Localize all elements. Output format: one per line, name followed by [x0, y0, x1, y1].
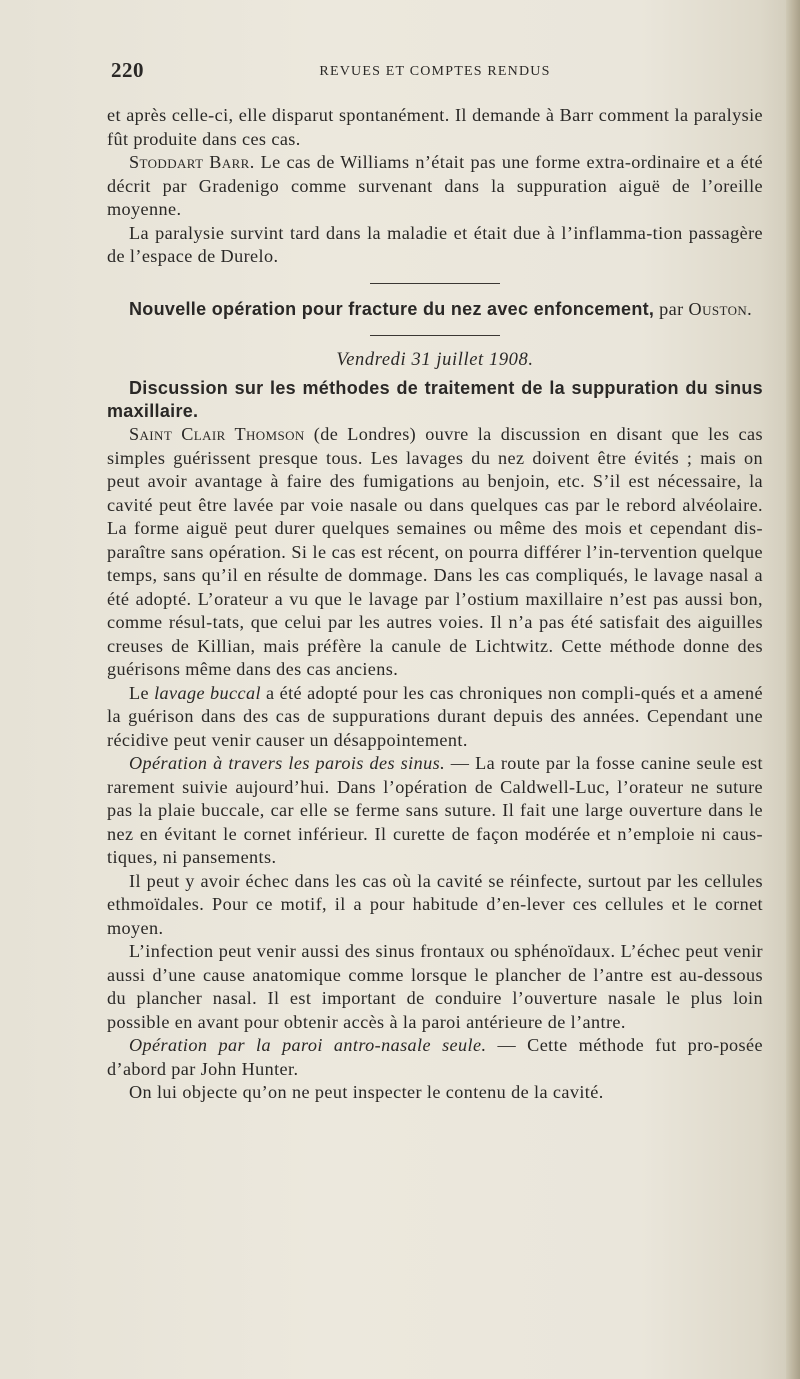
paragraph-2: [107, 151, 763, 222]
paragraph-4: [107, 423, 763, 682]
section-author: Ouston.: [688, 298, 753, 319]
paragraph-10: On lui objecte qu’on ne peut inspecter le contenu de la cavité.: [129, 1082, 604, 1102]
separator-rule: [370, 283, 500, 284]
section-heading-1: [107, 298, 763, 322]
paragraph-5-text: a été adopté pour les cas chroniques non compli-qués et a amené la guérison dans des cas de suppurations durant depuis des années. Cependant une récidive peut venir causer un désappointement.: [107, 682, 763, 750]
subheading-parois-sinus: Opération à travers les parois des sinus.: [129, 753, 446, 773]
section-by: par: [654, 298, 689, 319]
paragraph-5-lead: Le: [129, 682, 155, 703]
speaker-name: Saint Clair Thomson: [129, 424, 305, 444]
separator-rule: [370, 335, 500, 336]
paragraph-9-text: — Cette méthode fut pro-posée d’abord par John Hunter.: [107, 1035, 763, 1079]
paragraph-4-text: (de Londres) ouvre la discussion en disant que les cas simples guérissent presque tous. Les lavages du nez doivent être évités ; mais on peut avoir avantage à faire des fumigations au benjoin, etc. S’il est nécessaire, la cavité peut être lavée par voie nasale ou dans quelques cas par le rebord alvéolaire. La forme aiguë peut durer quelques semaines ou même des mois et cependant dis-paraître sans opération. Si le cas est récent, on pourra différer l’in-tervention quelque temps, sans qu’il en résulte de dommage. Dans les cas compliqués, le lavage nasal a été adopté. L’orateur a vu que le lavage par l’ostium maxillaire n’est pas aussi bon, comme résul-tats, que celui par les autres voies. Il n’a pas été satisfait des aiguilles creuses de Killian, mais préfère la canule de Lichtwitz. Cette méthode donne des guérisons même dans des cas anciens.: [107, 424, 763, 679]
paragraph-6-text: — La route par la fosse canine seule est rarement suivie aujourd’hui. Dans l’opération de Caldwell-Luc, l’orateur ne suture pas la plaie buccale, car elle se ferme sans suture. Il fait une large ouverture dans le nez en évitant le cornet inférieur. Il curette de façon modérée et n’emploie ni caus-tiques, ni pansements.: [107, 753, 763, 867]
page-content: [107, 58, 763, 1105]
paragraph-6: [107, 752, 763, 870]
page-header: [107, 58, 763, 90]
paragraph-1: et après celle-ci, elle disparut spontanément. Il demande à Barr comment la paralysie fût produite dans ces cas.: [107, 105, 763, 149]
running-head: REVUES ET COMPTES RENDUS: [319, 64, 551, 79]
paragraph-9: [107, 1034, 763, 1081]
section-title: Nouvelle opération pour fracture du nez avec enfoncement,: [129, 298, 655, 319]
paragraph-3: La paralysie survint tard dans la maladie et était due à l’inflamma-tion passagère de l’espace de Durelo.: [107, 222, 763, 266]
paragraph-7: Il peut y avoir échec dans les cas où la cavité se réinfecte, surtout par les cellules ethmoïdales. Pour ce motif, il a pour habitude d’en-lever ces cellules et le cornet moyen.: [107, 870, 763, 938]
page-edge-shadow: [786, 0, 800, 1379]
paragraph-8: L’infection peut venir aussi des sinus frontaux ou sphénoïdaux. L’échec peut venir aussi d’une cause anatomique comme lorsque le plancher de l’antre est au-dessous du plancher nasal. Il est important de conduire l’ouverture nasale le plus loin possible en avant pour obtenir accès à la paroi antérieure de l’antre.: [107, 941, 763, 1032]
page-number: 220: [111, 58, 144, 82]
paragraph-2-text: Le cas de Williams n’était pas une forme extra-ordinaire et a été décrit par Gradenigo comme survenant dans la suppuration aiguë de l’oreille moyenne.: [107, 152, 763, 219]
discussion-title: Discussion sur les méthodes de traitement de la suppuration du sinus maxillaire.: [107, 378, 763, 421]
paragraph-5: [107, 682, 763, 753]
dateline: Vendredi 31 juillet 1908.: [336, 350, 534, 370]
subheading-antro-nasale: Opération par la paroi antro-nasale seule.: [129, 1035, 487, 1055]
emphasis-lavage-buccal: lavage buccal: [154, 682, 261, 703]
speaker-name: Stoddart Barr.: [129, 152, 255, 172]
